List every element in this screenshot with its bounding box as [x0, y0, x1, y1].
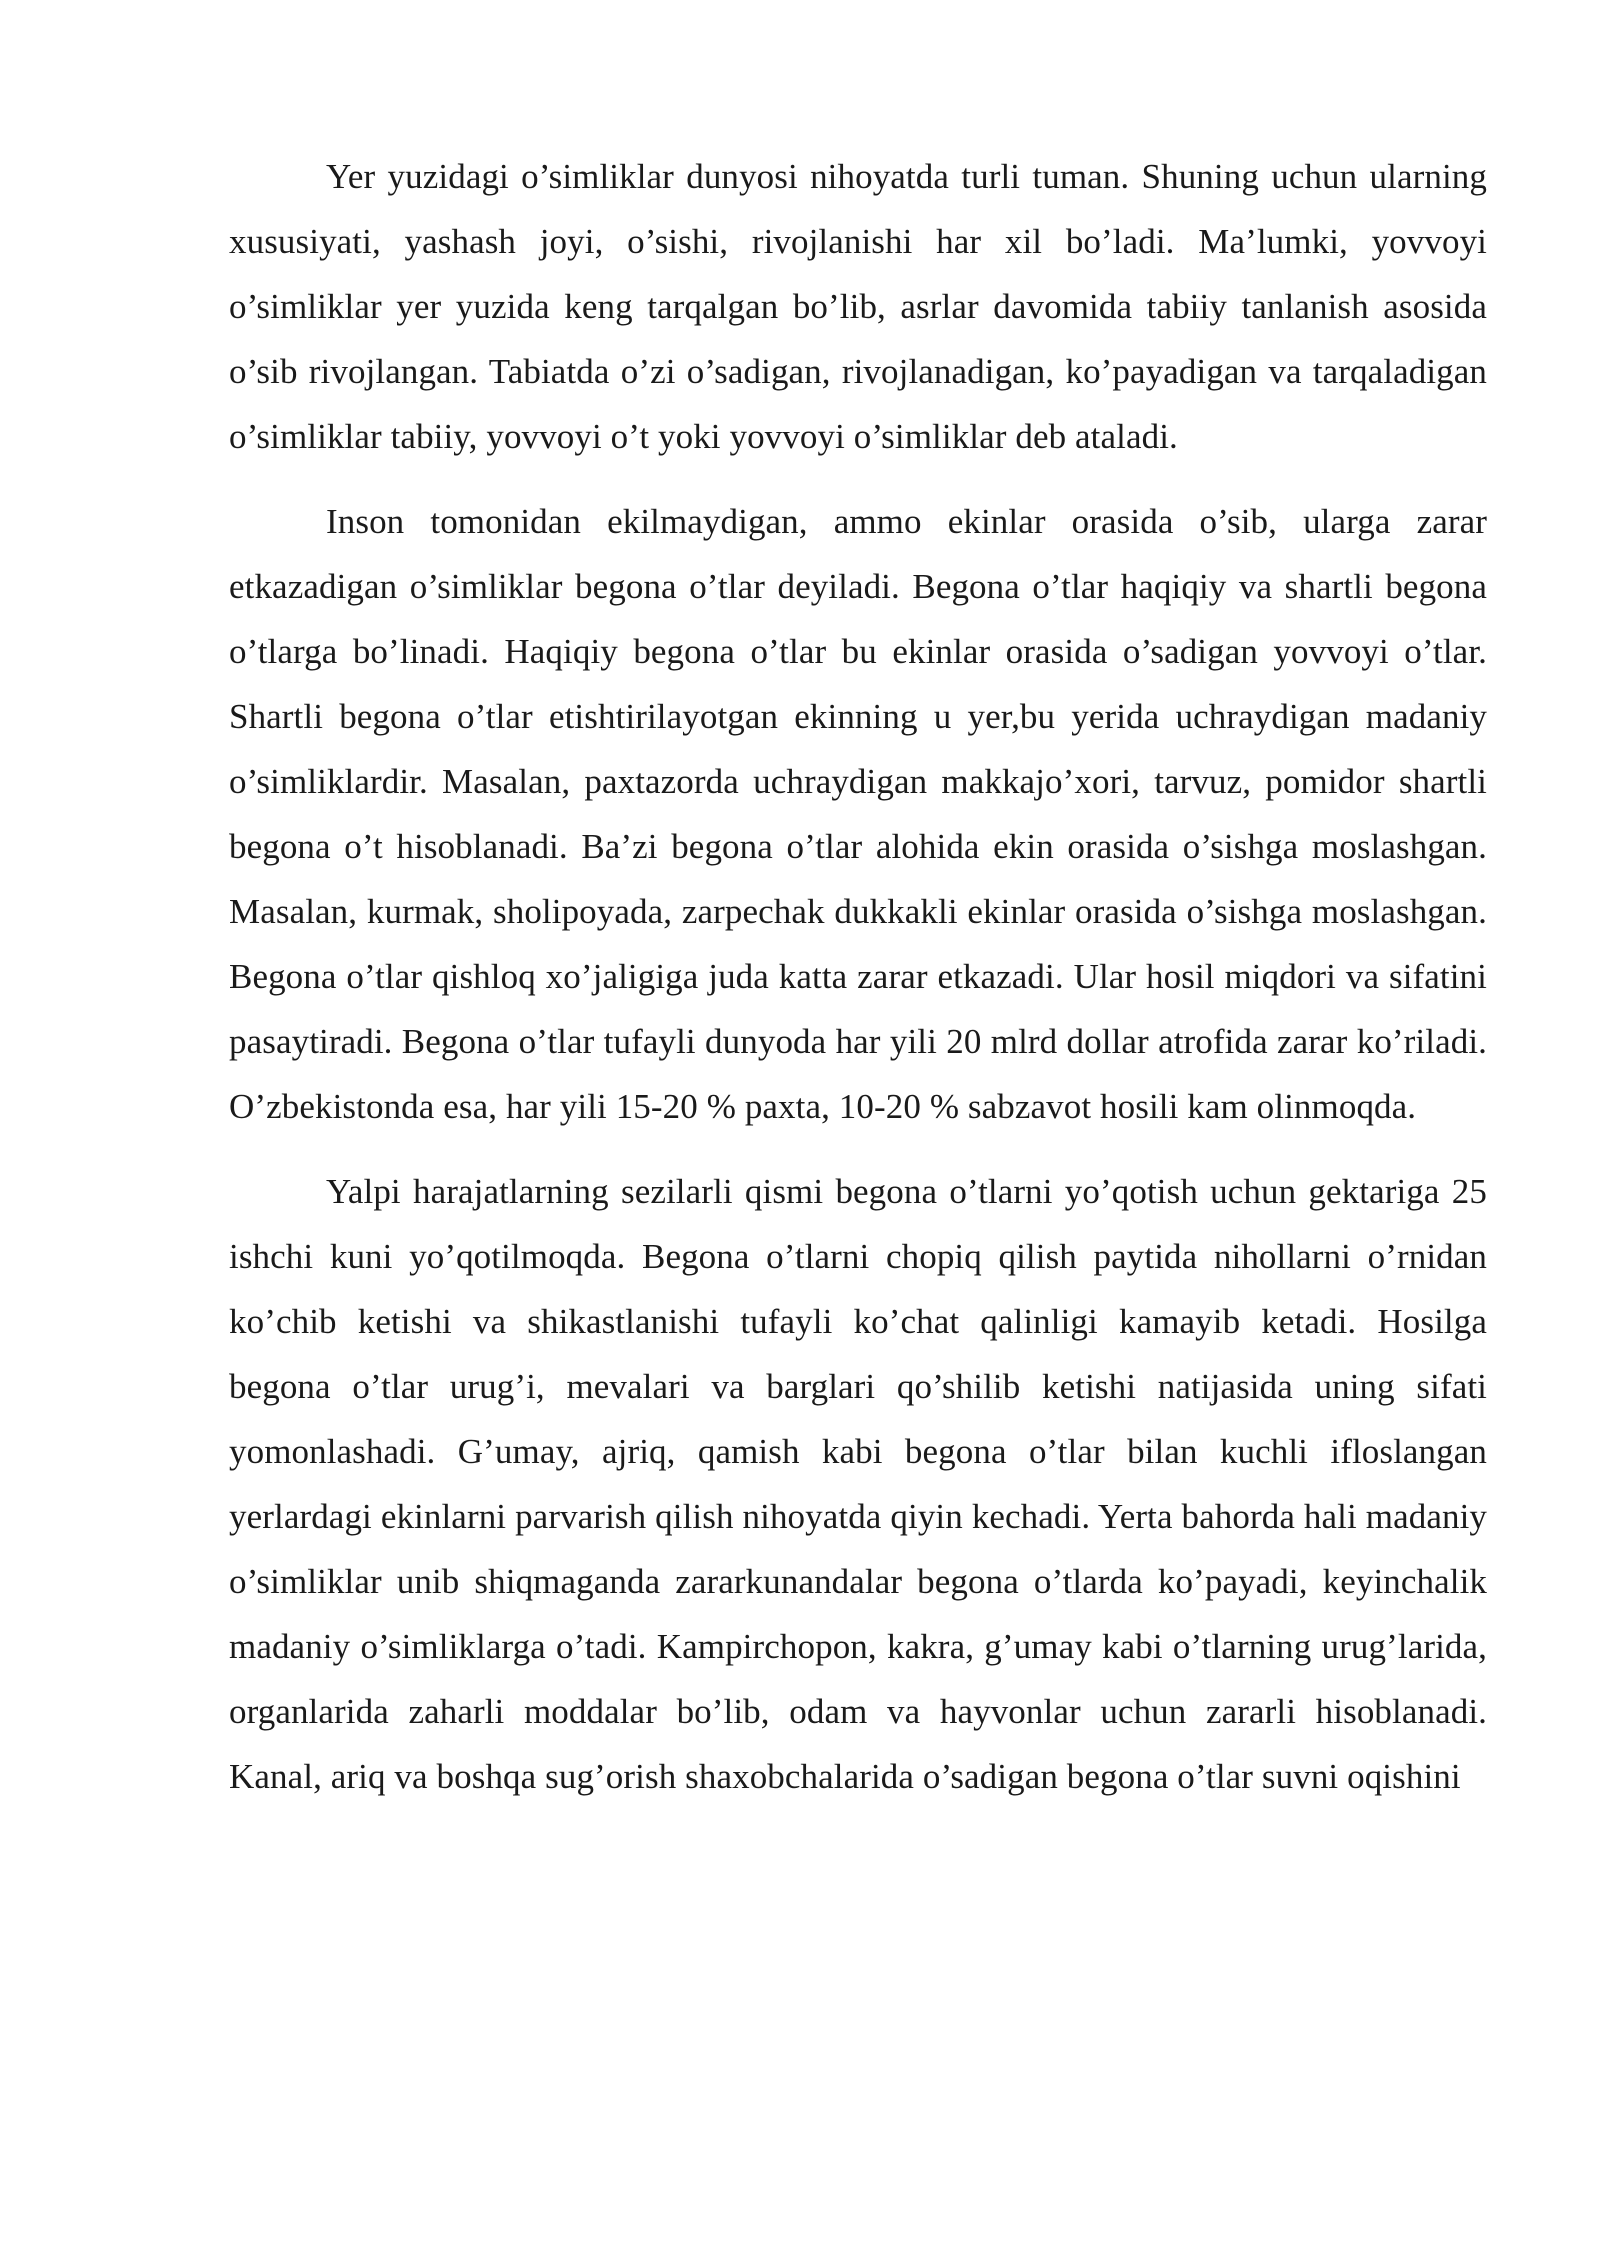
paragraph-2: Inson tomonidan ekilmaydigan, ammo ekinlar orasida o’sib, ularga zarar etkazadigan o’simliklar begona o’tlar deyiladi. Begona o’tlar haqiqiy va shartli begona o’tlarga bo’linadi. Haqiqiy begona o’tlar bu ekinlar orasida o’sadigan yovvoyi o’tlar. Shartli begona o’tlar etishtirilayotgan ekinning u yer,bu yerida uchraydigan madaniy o’simliklardir. Masalan, paxtazorda uchraydigan makkajo’xori, tarvuz, pomidor shartli begona o’t hisoblanadi. Ba’zi begona o’tlar alohida ekin orasida o’sishga moslashgan. Masalan, kurmak, sholipoyada, zarpechak dukkakli ekinlar orasida o’sishga moslashgan. Begona o’tlar qishloq xo’jaligiga juda katta zarar etkazadi. Ular hosil miqdori va sifatini pasaytiradi. Begona o’tlar tufayli dunyoda har yili 20 mlrd dollar atrofida zarar ko’riladi. O’zbekistonda esa, har yili 15-20 % paxta, 10-20 % sabzavot hosili kam olinmoqda.	[229, 502, 1487, 1126]
paragraph-3: Yalpi harajatlarning sezilarli qismi begona o’tlarni yo’qotish uchun gektariga 25 ishchi kuni yo’qotilmoqda. Begona o’tlarni chopiq qilish paytida nihollarni o’rnidan ko’chib ketishi va shikastlanishi tufayli ko’chat qalinligi kamayib ketadi. Hosilga begona o’tlar urug’i, mevalari va barglari qo’shilib ketishi natijasida uning sifati yomonlashadi. G’umay, ajriq, qamish kabi begona o’tlar bilan kuchli ifloslangan yerlardagi ekinlarni parvarish qilish nihoyatda qiyin kechadi. Yerta bahorda hali madaniy o’simliklar unib shiqmaganda zararkunandalar begona o’tlarda ko’payadi, keyinchalik madaniy o’simliklarga o’tadi. Kampirchopon, kakra, g’umay kabi o’tlarning urug’larida, organlarida zaharli moddalar bo’lib, odam va hayvonlar uchun zararli hisoblanadi. Kanal, ariq va boshqa sug’orish shaxobchalarida o’sadigan begona o’tlar suvni oqishini	[229, 1172, 1487, 1796]
paragraph-1: Yer yuzidagi o’simliklar dunyosi nihoyatda turli tuman. Shuning uchun ularning xususiyati, yashash joyi, o’sishi, rivojlanishi har xil bo’ladi. Ma’lumki, yovvoyi o’simliklar yer yuzida keng tarqalgan bo’lib, asrlar davomida tabiiy tanlanish asosida o’sib rivojlangan. Tabiatda o’zi o’sadigan, rivojlanadigan, ko’payadigan va tarqaladigan o’simliklar tabiiy, yovvoyi o’t yoki yovvoyi o’simliklar deb ataladi.	[229, 157, 1487, 456]
document-body	[229, 144, 1487, 1829]
